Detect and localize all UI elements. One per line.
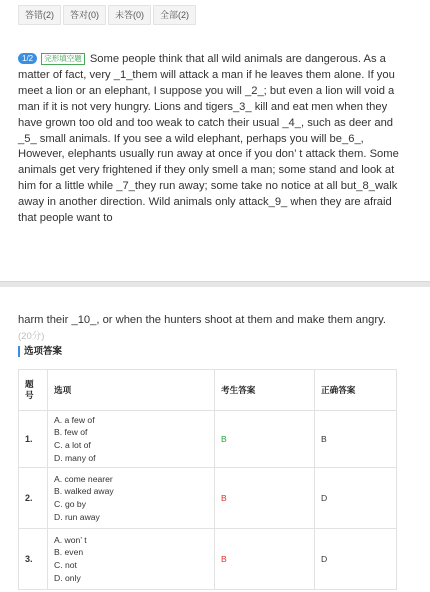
correct-answer: D — [315, 468, 397, 529]
header-correct-answer: 正确答案 — [315, 370, 397, 411]
header-no: 题号 — [19, 370, 48, 411]
question-continuation — [18, 313, 400, 345]
row-options — [48, 468, 215, 529]
row-number: 1. — [19, 411, 48, 468]
option-d: D. run away — [54, 511, 100, 522]
answers-section-title: 选项答案 — [18, 346, 62, 357]
student-answer: B — [215, 468, 315, 529]
filter-bar — [0, 0, 430, 30]
row-options — [48, 529, 215, 590]
option-b: B. few of — [54, 427, 88, 438]
option-c: C. not — [54, 560, 77, 570]
section-divider — [0, 281, 430, 287]
option-a: A. come nearer — [54, 473, 113, 484]
answers-table — [18, 369, 397, 590]
option-b: B. walked away — [54, 486, 114, 497]
student-answer: B — [215, 411, 315, 468]
option-d: D. many of — [54, 452, 96, 463]
header-options: 选项 — [48, 370, 215, 411]
row-number: 3. — [19, 529, 48, 590]
option-a: A. won’ t — [54, 534, 87, 545]
correct-answer: D — [315, 529, 397, 590]
correct-answer: B — [315, 411, 397, 468]
question-score: (20分) — [18, 330, 45, 342]
table-row — [19, 411, 397, 468]
option-c: C. a lot of — [54, 440, 91, 450]
filter-correct[interactable]: 答对(0) — [63, 5, 106, 25]
header-student-answer: 考生答案 — [215, 370, 315, 411]
table-row — [19, 468, 397, 529]
filter-all[interactable]: 全部(2) — [153, 5, 196, 25]
filter-wrong[interactable]: 答错(2) — [18, 5, 61, 25]
option-b: B. even — [54, 547, 84, 558]
question-card — [18, 52, 400, 227]
row-options — [48, 411, 215, 468]
question-index-badge: 1/2 — [18, 53, 37, 64]
student-answer: B — [215, 529, 315, 590]
row-number: 2. — [19, 468, 48, 529]
question-type-badge: 完形填空题 — [41, 53, 85, 65]
question-text-continued: harm their _10_, or when the hunters shoot at them and make them angry. — [18, 314, 386, 326]
option-c: C. go by — [54, 499, 87, 509]
filter-unanswered[interactable]: 未答(0) — [108, 5, 151, 25]
table-row — [19, 529, 397, 590]
table-header-row — [19, 370, 397, 411]
filter-tabs — [18, 5, 198, 25]
option-a: A. a few of — [54, 414, 95, 425]
question-text: Some people think that all wild animals are dangerous. As a matter of fact, very _1_them will attack a man if he leaves them alone. If you meet a lion or an elephant, I suppose you will _2_; but even a lion will void a man if it is not very hungry. Lions and tigers_3_ kill and eat men when they have grown too old and too weak to catch their usual _4_, such as deer and _5_ small animals. If you see a wild elephant, perhaps you will be_6_, However, elephants usually run away at once if you don’ t attack them. Some animals get very frightened if they only smell a man; some stand and look at him for a little while _7_they run away; some take no notice at all but_8_walk away in another direction. Wild animals only attack_9_ when they are afraid that people want to — [18, 53, 399, 225]
option-d: D. only — [54, 572, 81, 583]
